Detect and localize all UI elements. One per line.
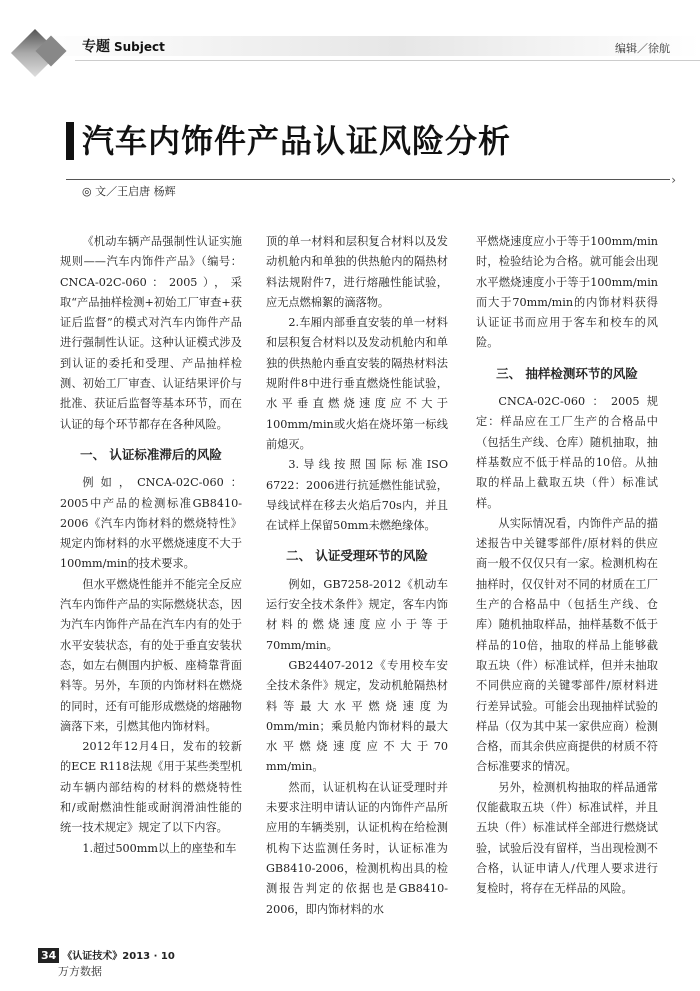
- section-heading: 二、 认证受理环节的风险: [286, 548, 428, 564]
- paragraph: CNCA-02C-060：2005规定：样品应在工厂生产的合格品中（包括生产线、仓库）随机抽取，抽样基数应不低于样品的10倍。从抽取的样品上截取五块（件）标准试样。: [476, 395, 658, 510]
- paragraph: 顶的单一材料和层积复合材料以及发动机舱内和单独的供热舱内的隔热材料法规附件7，进行熔融性能试验，应无点燃棉絮的滴落物。: [266, 235, 448, 309]
- paragraph: 然而，认证机构在认证受理时并未要求注明申请认证的内饰件产品所应用的车辆类别，认证机构在给检测机构下达监测任务时，认证标准为GB8410-2006，检测机构出具的检测报告判定的依据也是GB8410-2006，即内饰材料的水: [266, 780, 448, 916]
- paragraph: 平燃烧速度应小于等于100mm/min时，检验结论为合格。就可能会出现水平燃烧速度小于等于100mm/min而大于70mm/min的内饰材料获得认证证书而应用于客车和校车的风险。: [476, 235, 658, 350]
- paragraph: 1.超过500mm以上的座垫和车: [82, 841, 237, 855]
- paragraph: GB24407-2012《专用校车安全技术条件》规定，发动机舱隔热材料等最大水平燃烧速度为0mm/min；乘员舱内饰材料的最大水平燃烧速度应不大于70 mm/min。: [266, 658, 448, 774]
- editor-credit: 编辑／徐航: [615, 42, 670, 55]
- paragraph: 《机动车辆产品强制性认证实施规则——汽车内饰件产品》（编号：CNCA-02C-060：2005），采取“产品抽样检测+初始工厂审查+获证后监督”的模式对汽车内饰件产品进行强制性认证。这种认证模式涉及到认证的委托和受理、产品抽样检测、初始工厂审查、认证结果评价与批准、获证后监督等基本环节，而在认证的每个环节都存在各种风险。: [60, 235, 242, 431]
- section-title-en: Subject: [114, 40, 165, 54]
- title-accent-bar: [66, 122, 74, 160]
- section-title: 专题: [82, 39, 110, 55]
- column-2: [266, 232, 448, 920]
- paragraph: 从实际情况看，内饰件产品的描述报告中关键零部件/原材料的供应商一般不仅仅只有一家。检测机构在抽样时，仅仅针对不同的材质在工厂生产的合格品中（包括生产线、仓库）随机抽取样品，抽样基数不低于样品的10倍，抽取的样品上能够截取五块（件）标准试样，但并未抽取不同供应商的关键零部件/原材料进行差异试验。可能会出现抽样试验的样品（仅为其中某一家供应商）检测合格，而其余供应商提供的材质不符合标准要求的情况。: [476, 516, 658, 774]
- page-footer: [38, 947, 175, 963]
- watermark: 万方数据: [58, 965, 102, 978]
- column-3: [476, 232, 658, 900]
- page-number: 34: [38, 948, 59, 963]
- title-rule: [66, 179, 670, 180]
- section-heading: 三、 抽样检测环节的风险: [496, 365, 638, 381]
- paragraph: 另外，检测机构抽取的样品通常仅能截取五块（件）标准试样，并且五块（件）标准试样全部进行燃烧试验，试验后没有留样，当出现检测不合格，认证申请人/代理人要求进行复检时，将存在无样品的风险。: [476, 780, 658, 896]
- journal-name: 《认证技术》2013 · 10: [62, 951, 175, 962]
- paragraph: 3.导线按照国际标准ISO 6722：2006进行抗延燃性能试验，导线试样在移去火焰后70s内，并且在试样上保留50mm未燃绝缘体。: [266, 458, 448, 533]
- section-heading: 一、 认证标准滞后的风险: [80, 446, 222, 462]
- rule-arrow-icon: ›: [671, 173, 676, 187]
- paragraph: 2012年12月4日，发布的较新的ECE R118法规《用于某些类型机动车辆内部结构的材料的燃烧特性和/或耐燃油性能或耐润滑油性能的统一技术规定》规定了以下内容。: [60, 740, 242, 835]
- section-label: [82, 36, 165, 56]
- article-title: 汽车内饰件产品认证风险分析: [82, 122, 512, 160]
- paragraph: 例如，GB7258-2012《机动车运行安全技术条件》规定，客车内饰材料的燃烧速度应小于等于70mm/min。: [266, 577, 448, 652]
- header-divider: [75, 60, 700, 61]
- paragraph: 2.车厢内部垂直安装的单一材料和层积复合材料以及发动机舱内和单独的供热舱内垂直安装的隔热材料法规附件8中进行垂直燃烧性能试验，水平垂直燃烧速度应不大于100mm/min或火焰在烧坏第一标线前熄灭。: [266, 316, 448, 451]
- page-header: [0, 0, 700, 75]
- paragraph: 例如，CNCA-02C-060：2005中产品的检测标准GB8410-2006《汽车内饰材料的燃烧特性》规定内饰材料的水平燃烧速度不大于100mm/min的技术要求。: [60, 476, 242, 571]
- column-1: [60, 232, 242, 859]
- byline: ◎ 文／王启唐 杨辉: [82, 185, 176, 198]
- paragraph: 但水平燃烧性能并不能完全反应汽车内饰件产品的实际燃烧状态，因为汽车内饰件产品在汽车内有的处于水平安装状态，有的处于垂直安装状态，如左右侧围内护板、座椅靠背面料等。另外，车顶的内饰材料在燃烧的同时，还有可能形成燃烧的熔融物滴落下来，引燃其他内饰材料。: [60, 577, 242, 733]
